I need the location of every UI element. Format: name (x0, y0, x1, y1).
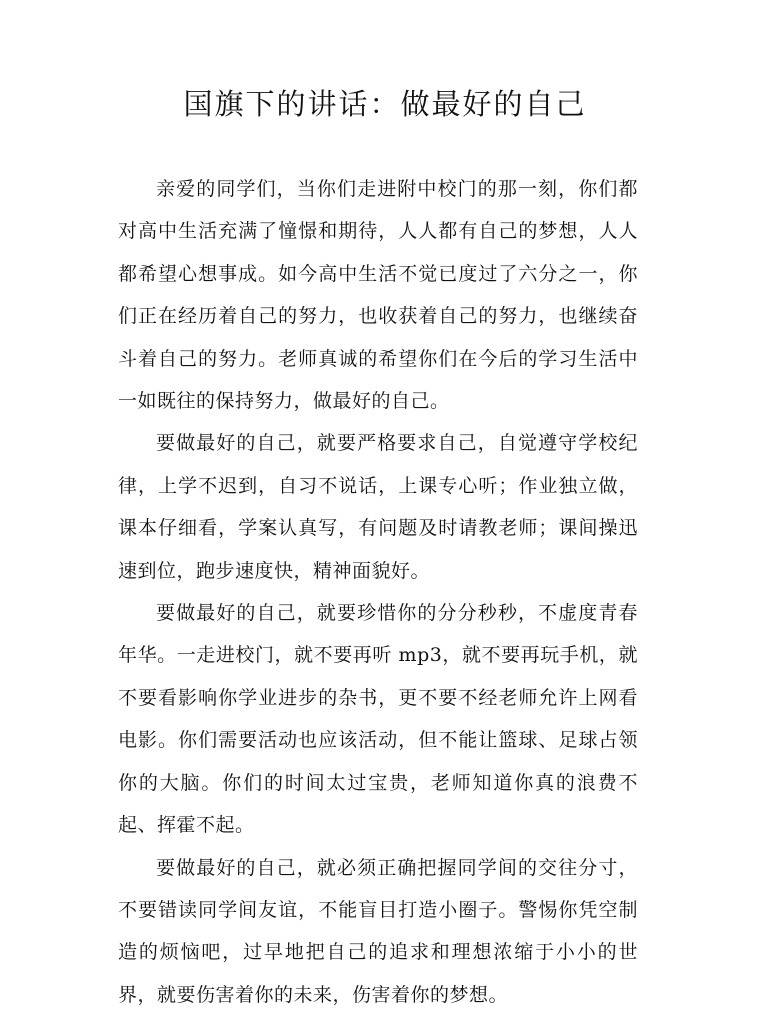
paragraph: 亲爱的同学们，当你们走进附中校门的那一刻，你们都对高中生活充满了憧憬和期待，人人都有自己的梦想，人人都希望心想事成。如今高中生活不觉已度过了六分之一，你们正在经历着自己的努力，也收获着自己的努力，也继续奋斗着自己的努力。老师真诚的希望你们在今后的学习生活中一如既往的保持努力，做最好的自己。 (118, 168, 638, 422)
page-title: 国旗下的讲话：做最好的自己 (0, 82, 770, 126)
paragraph: 要做最好的自己，就要珍惜你的分分秒秒，不虚度青春年华。一走进校门，就不要再听 mp3，就不要再玩手机，就不要看影响你学业进步的杂书，更不要不经老师允许上网看电影。你们需要活动也应该活动，但不能让篮球、足球占领你的大脑。你们的时间太过宝贵，老师知道你真的浪费不起、挥霍不起。 (118, 592, 638, 846)
document-body (118, 168, 638, 1016)
paragraph: 要做最好的自己，就必须正确把握同学间的交往分寸，不要错读同学间友谊，不能盲目打造小圈子。警惕你凭空制造的烦恼吧，过早地把自己的追求和理想浓缩于小小的世界，就要伤害着你的未来，伤害着你的梦想。 (118, 847, 638, 1016)
paragraph: 要做最好的自己，就要严格要求自己，自觉遵守学校纪律，上学不迟到，自习不说话，上课专心听；作业独立做，课本仔细看，学案认真写，有问题及时请教老师；课间操迅速到位，跑步速度快，精神面貌好。 (118, 422, 638, 592)
